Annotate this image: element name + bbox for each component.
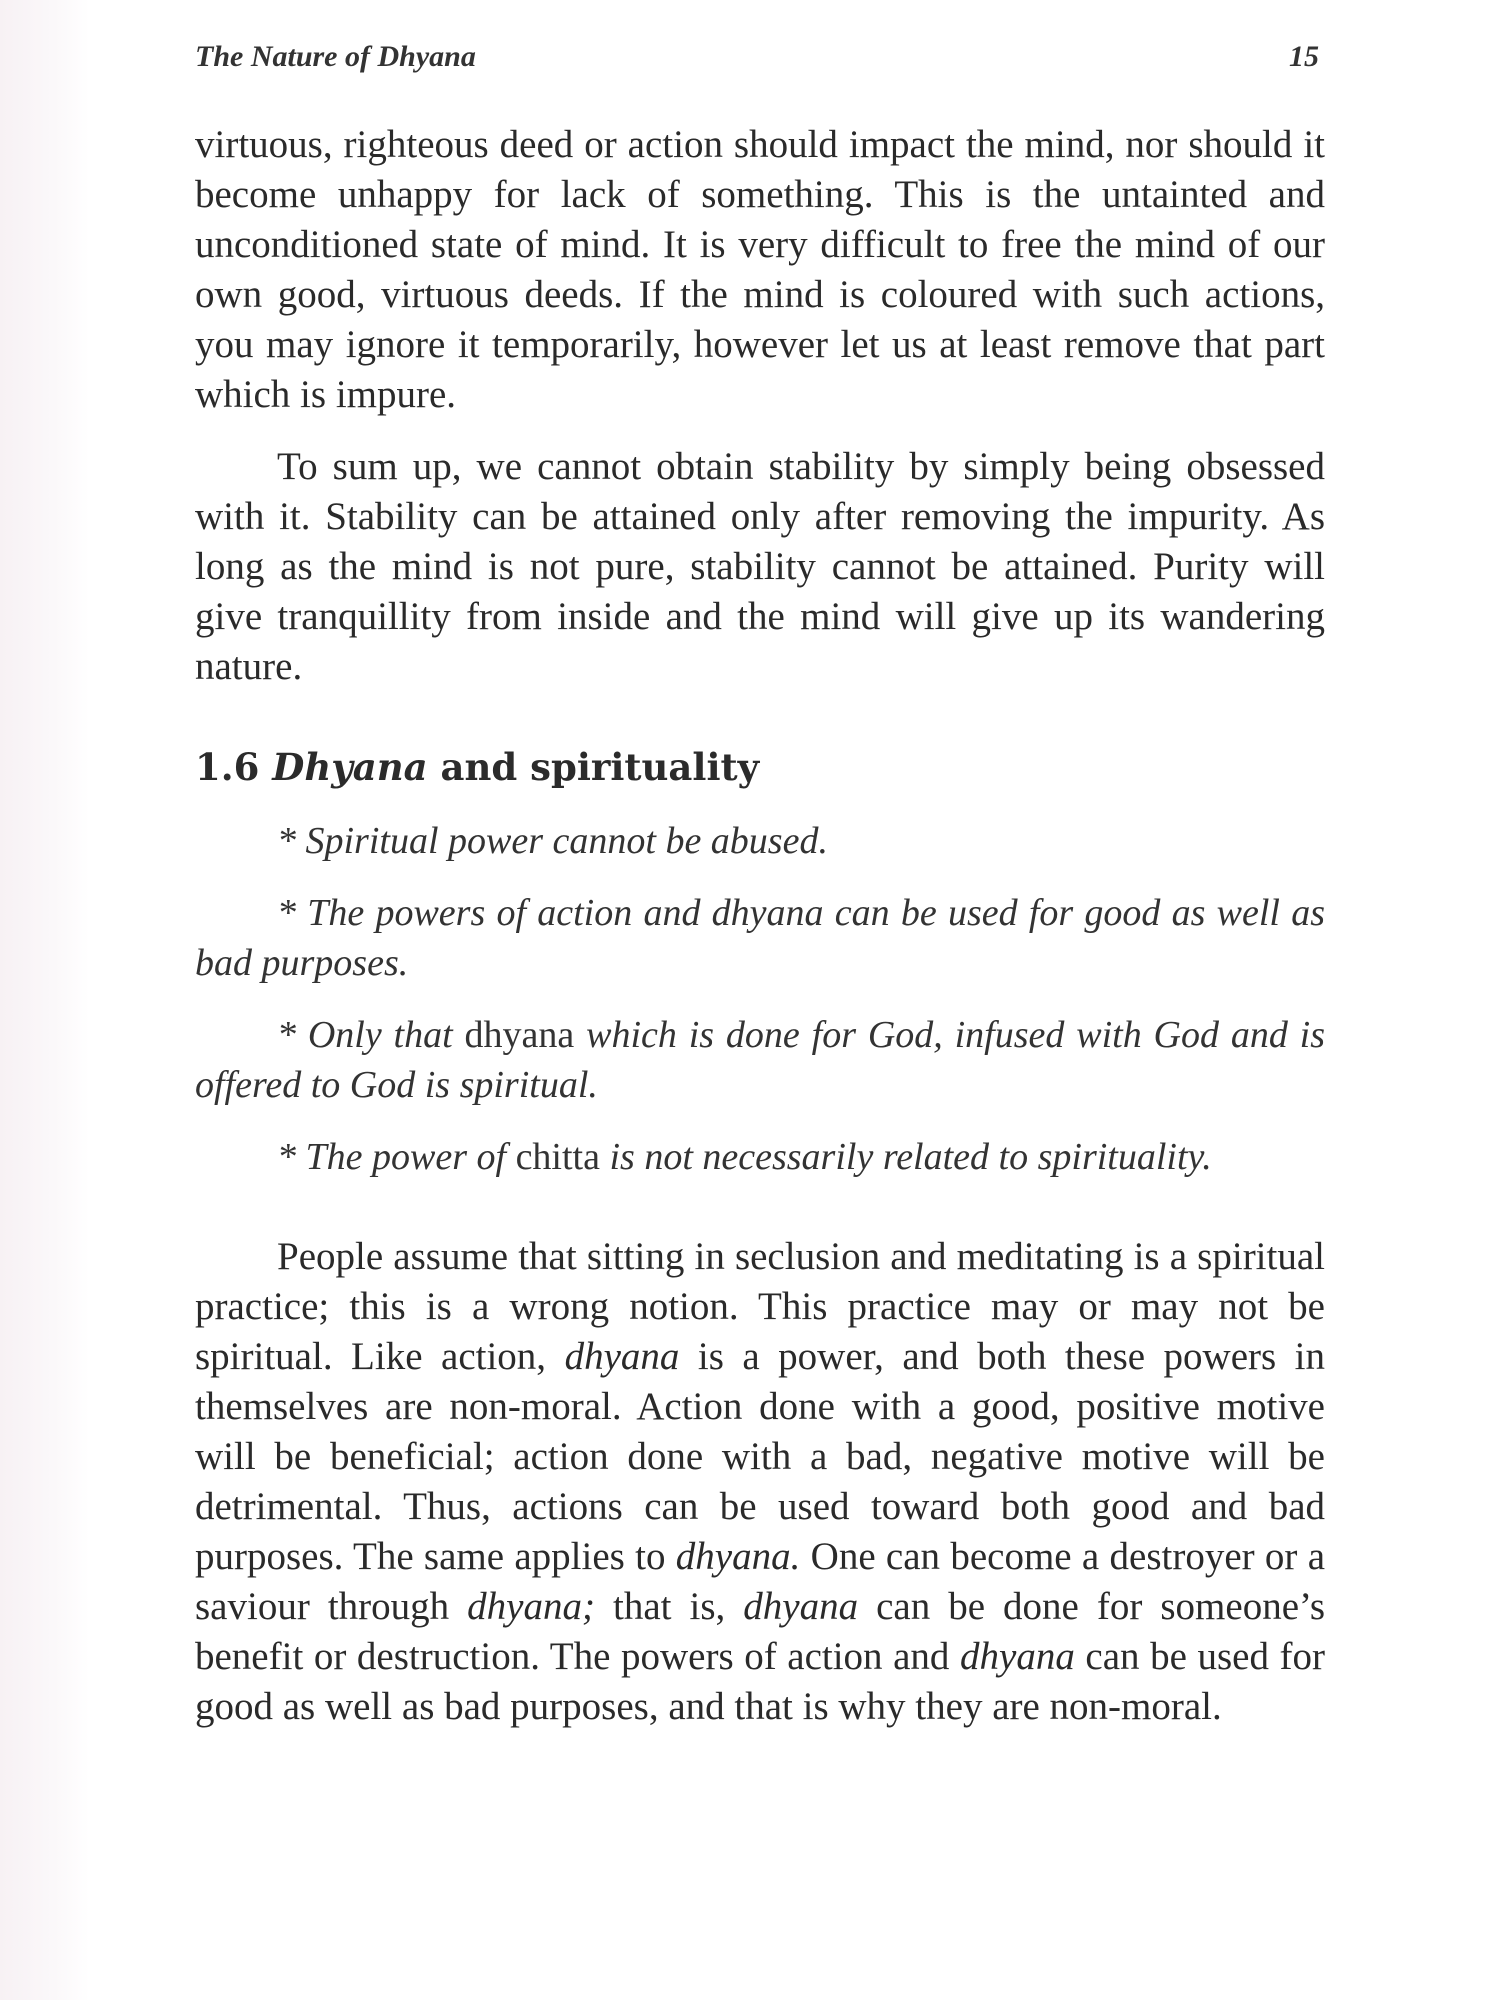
chapter-title: The Nature of Dhyana [195,40,476,73]
paragraph-body [195,1232,1325,1732]
key-point-4-term: chitta [515,1136,600,1178]
body-term-2: dhyana. [675,1535,801,1578]
body-text-5: can be done for someone’s benefit or destruction. The powers of action and [195,1585,1326,1678]
body-term-5: dhyana [960,1635,1075,1678]
body-text-3: One can become a destroyer or a saviour through [195,1535,1326,1628]
paragraph-continued: virtuous, righteous deed or action should impact the mind, nor should it become unhappy for lack of something. This is the untainted and unconditioned state of mind. It is very difficult to free the mind of our own good, virtuous deeds. If the mind is coloured with such actions, you may ignore it temporarily, however let us at least remove that part which is impure. [195,123,1325,416]
paragraph-summary: To sum up, we cannot obtain stability by simply being obsessed with it. Stability can be attained only after removing the impurity. As long as the mind is not pure, stability cannot be attained. Purity will give tranquillity from inside and the mind will give up its wandering nature. [195,445,1325,688]
body-text-1: People assume that sitting in seclusion and meditating is a spiritual practice; this is a wrong notion. This practice may or may not be spiritual. Like action, [195,1235,1325,1378]
page-edge-shadow [0,0,90,2000]
body-term-3: dhyana; [467,1585,595,1628]
running-header [195,40,1325,80]
key-point-3 [195,1010,1325,1110]
key-point-4-part-c: is not necessarily related to spirituality. [609,1136,1212,1178]
body-text-2: is a power, and both these powers in themselves are non-moral. Action done with a good, positive motive will be beneficial; action done with a bad, negative motive will be detrimental. Thus, actions can be used toward both good and bad purposes. The same applies to [195,1335,1326,1578]
key-point-4 [195,1132,1325,1182]
key-point-3-part-a: * Only that [277,1014,453,1056]
key-point-2: * The powers of action and dhyana can be used for good as well as bad purposes. [195,892,1325,984]
key-point-1: * Spiritual power cannot be abused. [277,820,828,862]
key-point-3-part-c: which is done for God, infused with God and is offered to God is spiritual. [195,1014,1326,1106]
key-points [195,816,1325,1182]
body-text-4: that is, [613,1585,726,1628]
section-title-rest: and spirituality [440,745,760,789]
key-point-3-term: dhyana [464,1014,575,1056]
body-term-1: dhyana [564,1335,680,1378]
page-number: 15 [1289,40,1319,73]
section-title-italic: Dhyana [272,745,428,789]
body-term-4: dhyana [743,1585,859,1628]
section-number: 1.6 [195,745,260,789]
body-text-6: can be used for good as well as bad purposes, and that is why they are non-moral. [195,1635,1326,1728]
book-page [195,40,1325,1732]
section-heading [195,742,1325,792]
key-point-4-part-a: * The power of [277,1136,507,1178]
